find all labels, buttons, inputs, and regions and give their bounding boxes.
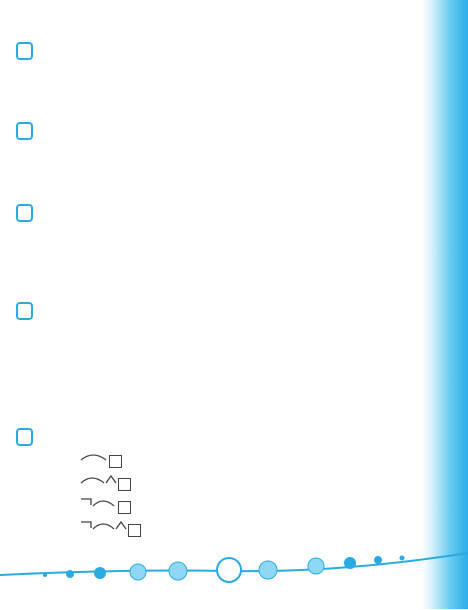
scheme-3 xyxy=(62,500,80,516)
page-footer xyxy=(0,545,468,605)
word-b xyxy=(242,477,259,493)
question-number xyxy=(16,122,33,140)
question-number xyxy=(16,42,33,60)
question-6 xyxy=(16,122,416,142)
question-9 xyxy=(16,428,416,448)
word-v xyxy=(242,500,259,516)
scheme-2 xyxy=(62,477,80,493)
question-7 xyxy=(16,204,416,240)
ending-box-icon xyxy=(109,455,122,468)
question-5 xyxy=(16,42,416,62)
ending-box-icon xyxy=(118,501,131,514)
word-a xyxy=(242,454,259,470)
question-number xyxy=(16,428,33,446)
ending-box-icon xyxy=(128,524,141,537)
question-number xyxy=(16,302,33,320)
page-edge-gradient xyxy=(422,0,468,609)
scheme-1 xyxy=(62,454,80,470)
question-number xyxy=(16,204,33,222)
ending-box-icon xyxy=(118,478,131,491)
question-8 xyxy=(16,302,416,322)
word-g xyxy=(242,523,259,539)
scheme-4 xyxy=(62,523,80,539)
prefix-root-suffix-icon xyxy=(80,519,170,531)
footer-wave-decoration xyxy=(0,545,468,605)
